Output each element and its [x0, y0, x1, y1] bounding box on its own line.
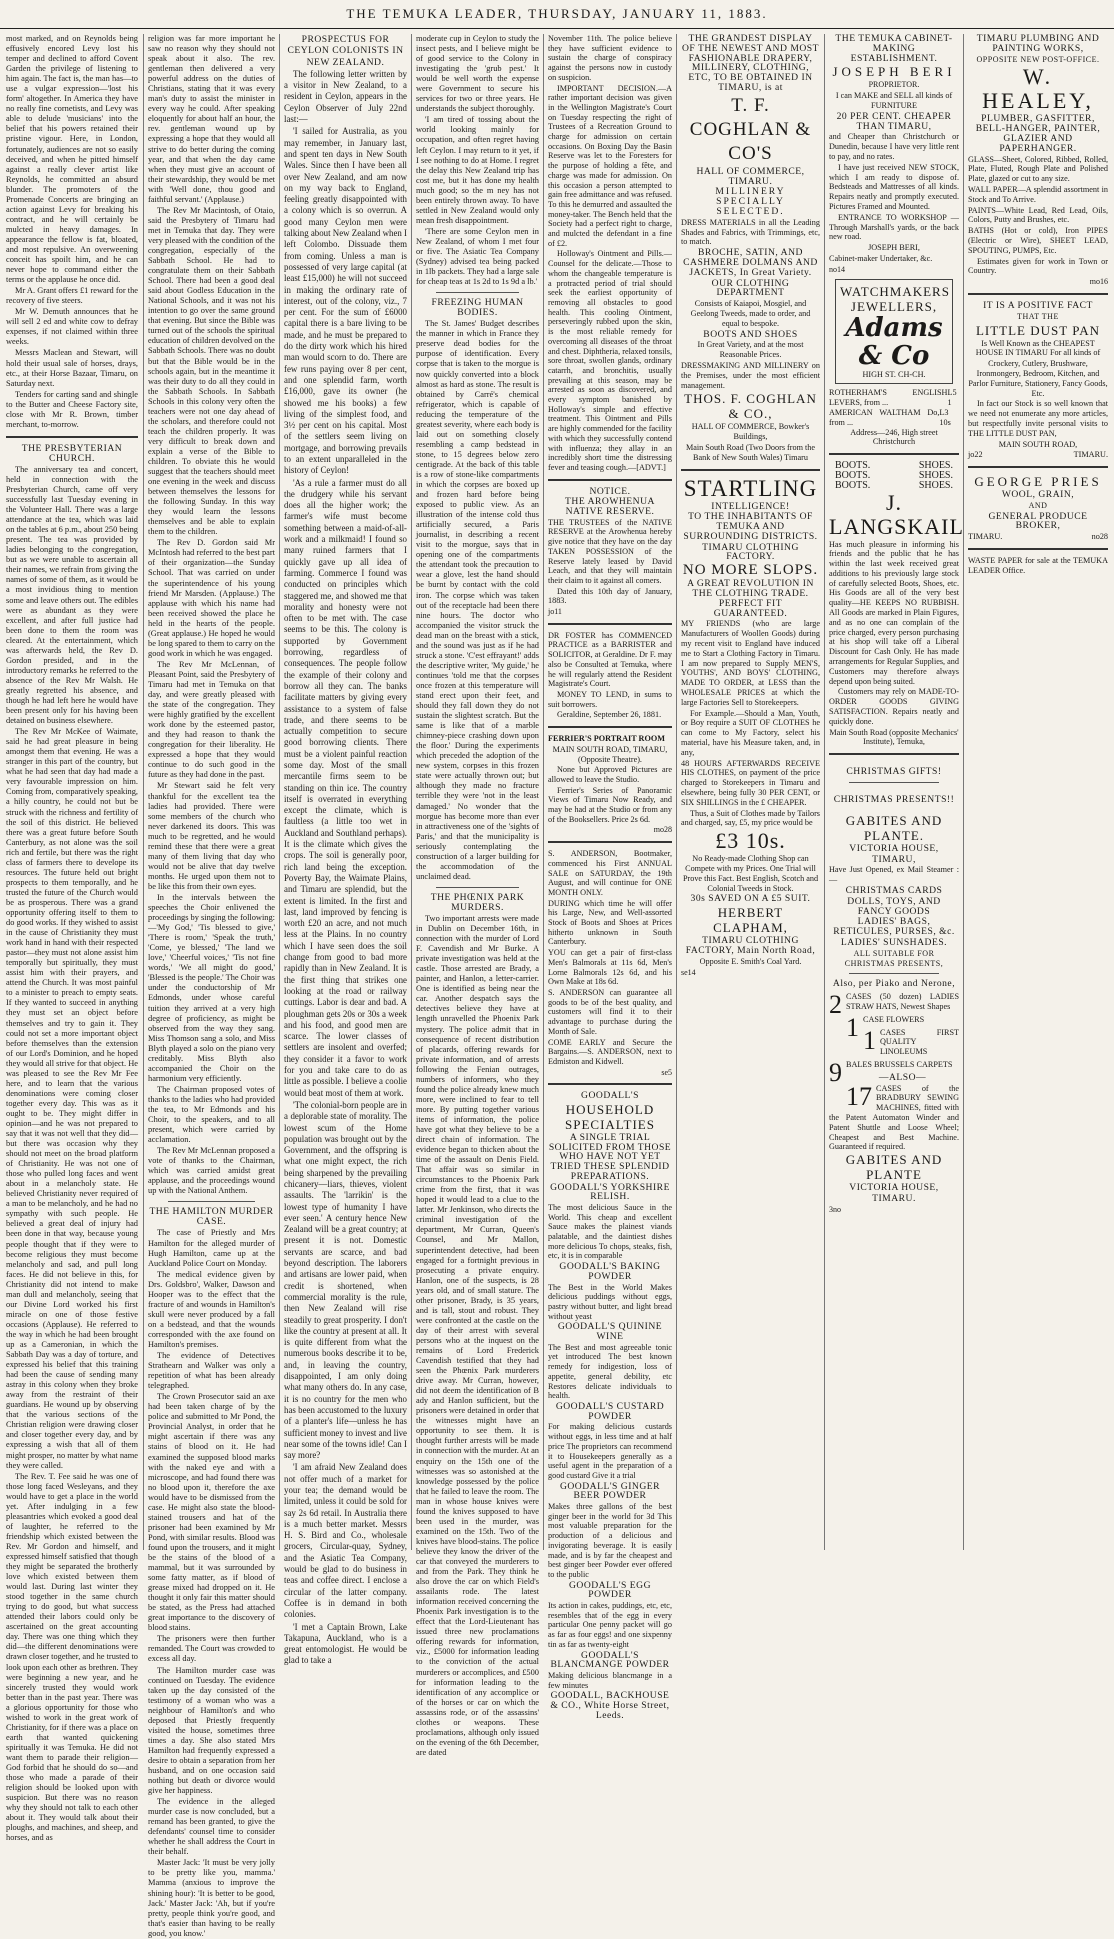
dustpan-footer — [968, 450, 1108, 460]
paragraph: The Rev Mr McLennan proposed a vote of thanks to the Chairman, which was carried amidst great applause, and the proceedings wound up with the National Anthem. — [148, 1146, 275, 1196]
column-1 — [6, 34, 138, 1843]
price-row — [829, 408, 959, 428]
case-count: 2 — [829, 990, 842, 1020]
christmas-item: CHRISTMAS CARDS — [845, 885, 943, 897]
healey-paints: PAINTS—White Lead, Red Lead, Oils, Colors, Putty and Brushes, etc. — [968, 205, 1108, 225]
product-desc: Making delicious blancmange in a few minutes — [548, 1670, 672, 1690]
price-item: AMERICAN WALTHAM Do, from ... — [829, 407, 940, 427]
christmas-item: LADIES' BAGS, RETICULES, PURSES, &c. — [833, 916, 955, 938]
george-pries: GEORGE PRIES — [974, 474, 1102, 490]
positive-fact: IT IS A POSITIVE FACT — [983, 299, 1093, 311]
timaru: TIMARU. — [872, 1192, 916, 1204]
langskail-address: Main South Road (opposite Mechanics' Institute), Temuka, — [829, 727, 959, 747]
case-desc: CASE FLOWERS — [863, 1014, 925, 1024]
for-example: For Example.—Should a Man, Youth, or Boy require a SUIT OF CLOTHES he can come to My Factory, select his material, have his Measure taken, and, in any, — [681, 708, 820, 757]
anderson-ad: S. ANDERSON, Bootmaker, commenced his First ANNUAL SALE on SATURDAY, the 19th August, and will continue for ONE MONTH ONLY. — [548, 849, 672, 897]
article-heading: THE PRESBYTERIAN CHURCH. — [21, 442, 123, 464]
column-4 — [416, 34, 539, 1757]
dustpan-line: Crockery, Cutlery, Brushware, Ironmongery, Bedroom, Kitchen, and Parlor Furniture, Stationery, Fancy Goods, Etc. — [968, 359, 1108, 398]
beri-line: ENTRANCE TO WORKSHOP — Through Marshall's yards, or the back new road. — [829, 212, 959, 242]
ferrier-address: MAIN SOUTH ROAD, TIMARU, (Opposite Theatre). — [552, 744, 668, 764]
product-title: GOODALL'S GINGER BEER POWDER — [559, 1480, 661, 1502]
product-title: GOODALL'S CUSTARD POWDER — [555, 1401, 665, 1422]
paragraph: Holloway's Ointment and Pills.—Counsel for the delicate.—Those to whom the changeable temperature is a protracted period of trial should seek the earliest opportunity of removing all obstacles to good health. This cooling Ointment, perseveringly rubbed upon the skin, is the most reliable remedy for overcoming all diseases of the throat and chest. Diphtheria, relaxed tonsils, sore throat, swollen glands, ordinary catarrh, and bronchitis, usually prevailing at this season, may be arrested as soon as discovered, and every symptom banished by Holloway's simple and effective treatment. This Ointment and Pills are highly commended for the facility with which they successfully contend with influenza; they allay in an incredibly short time the distressing fever and teasing cough.—[ADVT.] — [548, 249, 672, 472]
divider — [436, 887, 519, 888]
paragraph: The St. James' Budget describes the manner in which in France they preserve dead bodies for the purpose of identification. Every corpse that is taken to the morgue is now quickly converted into a block almost as hard as stone. The result is obtained by Carré's chemical refrigerator, which is capable of reducing the temperature of the greatest severity, where each body is laid out on something closely resembling a camp bedstead in stone, to 15 degrees below zero centigrade. At the back of this table is a row of stone-like compartments in which the corpses are boxed up and frozen hard before being exposed to public view. As an illustration of the intense cold thus artificially secured, a Paris journalist, in describing a recent visit to the morgue, says that in opening one of the compartments the attendant took the precaution to wear a glove, lest the hand should be burnt by contact with the cold iron. The corpse which was taken out of the receptacle had been there nine hours. The doctor who accompanied the visitor struck the dead man on the breast with a stick, and the sound was just as if he had struck a stone. 'C'est effrayant!' adds the descriptive writer, 'My guide,' he continues 'told me that the corpses once frozen at this temperature will stand erect upon their feet, and should they fall down they do not sustain the slightest scratch. But the same is like that of a marble chimney-piece crashing down upon the floor.' During the experiments which preceded the adoption of the new system, corpses in this frozen state were actually thrown out; but although they made no fracture terrible they were 'not in the least damaged.' No wonder that the morgue has become more than ever in attractiveness one of the 'sights of Paris,' and that the municipality is seriously contemplating the construction of a larger building for the accommodation of the unclaimed dead. — [416, 319, 539, 881]
divider — [849, 782, 939, 783]
paragraph: In the intervals between the speeches the Choir enlivened the proceedings by singing the following:—'My God,' 'Tis blessed to give,' 'There is room,' 'Speak the truth,' 'Come, ye blessed,' 'The land we love,' 'Cheerful voices,' 'Tis not fine words,' 'We all might do good,' 'Blessed is the people.' The Choir was under the conductorship of Mr Edmonds, under whose careful tuition they arrived at a very high degree of proficiency, as might be observed from the way they sang. Miss Thomson sang a solo, and Miss Blyth played a solo on the piano very creditably. Miss Blyth also accompanied the Choir on the harmonium very efficiently. — [148, 892, 276, 1083]
paragraph: religion was far more important he saw no reason why they should not speak about it also. The rev. gentleman then delivered a very powerful address on the duties of Christians, stating that it was every man's duty to assist the minister in every way he could. After speaking eloquently for about half an hour, the rev. gentleman wound up by expressing a hope that they would all strive to do better during the coming year, and that when the day came when they must give an account of their stewardship, they would be met with 'Well done, thou good and faithful servant.' (Applause.) — [148, 34, 275, 204]
paragraph: The Rev Mr McKee of Waimate, said he had great pleasure in being amongst them that evening. He was a stranger in this part of the country, but what he had seen that day had made a very favourable impression on him. Coming from, comparatively speaking, a hilly country, he could not but be struck with the richness and fertility of the soil of this district. He believed there was a great future before South Canterbury, as not alone was the soil rich and fertile, but there was the right class of farmers there to develope its resources. The future held out bright prospects to them temporally, and he trusted the future of the Church would be as prosperous. There was a grand opportunity offering itself to them to do good works. If they wished to assist in the cause of Christianity they must work hand in hand with their respected pastor—they must not alone assist him temporally but spiritually, they must assist him with their prayers, and attend the Church. It was most painful to a minister to preach to empty seats. If they wanted to succeed in anything they must set an object before themselves and try to gain it. They could not set a more important object before themselves than the extension of our Lord's Dominion, and he hoped they would all strive for that object. He was pleased to see the Rev Mr Fee here, and to learn that the various denominations were coming closer together every day. This was as it ought to be. They might differ in opinion—and he was not prepared to say that it was not well that they did—but there was occasion why they should not meet on the broad platform of Christianity. He was not one of those who pulled long faces and went about in a melancholy state. He believed Christianity never required of a man to be melancholy, and he had no sympathy with such people. He believed a great deal of injury had been done in that way, because young people thought that if they were to become religious they must become melancholy and sad, and pull long faces. He did not believe in this, for Christianity did not intend to make man dull and melancholy, seeing that our Divine Lord worked his first miracle on one of those festive occasions (Applause). He referred to the way in which he had been brought up as a Cameronian, in which the Sabbath Day was a day of torture, and expressed his belief that this training had been the cause of sending many astray in this colony when they broke away from the restraint of their guardians. He wound up by observing that the various sections of the Christian religion were drawing closer and closer together every day, and by expressing a wish that all of them might prosper, no matter by what name they were called. — [6, 727, 138, 1470]
divider — [548, 841, 672, 843]
coghlan-broche: BROCHE, SATIN, AND CASHMERE DOLMANS AND JACKETS, In Great Variety. — [683, 247, 818, 278]
column-6 — [681, 34, 820, 1550]
paragraph: Master Jack: 'It must be very jolly to be pretty like you, mamma.' Mamma (anxious to improve the shining hour): 'It is better to be good, Jack.' Master Jack: 'Ah, but if you're pretty, people think you're good, and that's easier than having to be really good, you know.' — [148, 1858, 275, 1938]
goodall-products — [548, 1183, 672, 1691]
victoria-house: VICTORIA HOUSE, — [849, 1182, 939, 1194]
paragraph: Mr A. Grant offers £1 reward for the recovery of five steers. — [6, 286, 138, 306]
dustpan-line: Is Well Known as the CHEAPEST HOUSE IN TIMARU For all kinds of — [975, 338, 1101, 358]
joseph-beri: JOSEPH BERI — [832, 64, 956, 80]
anderson-ad: S. ANDERSON can guarantee all goods to be of the best quality, and customers will find it to their advantage to purchase during the Month of Sale. — [548, 987, 672, 1036]
paragraph: Tenders for carting sand and shingle to the Butter and Cheese Factory site, close with Mr R. Brown, timber merchant, to-morrow. — [6, 389, 138, 429]
article-heading: FREEZING HUMAN BODIES. — [431, 297, 524, 319]
price-value: L5 1 — [947, 388, 957, 408]
goodall-heading: GOODALL'S — [581, 1090, 639, 1102]
paragraph: 'As a rule a farmer must do all the drudgery while his servant does all the higher work; the farmer's wife must become something between a maid-of-all-work and a milkmaid! I found so many ruined farmers that I quickly gave up all idea of farming. Commerce I found was conducted on principles which staggered me, and showed me that morality and honesty were not often to be met with. The case seems to be this. The colony is supported by Government borrowing, regardless of consequences. The people follow the example of their colony and borrow all they can. The banks facilitate matters by giving every assistance to a system of false trade, and there seems to be actually competition to secure good borrowing clients. There must be a violent painful reaction some day. Most of the small mercantile firms seem to be standing on thin ice. The country itself is overrated in everything except the climate, which is faultless (a little too wet in Auckland and Southland perhaps). It is the climate which gives the crops. The soil is generally poor, rich land being the exception. Poverty Bay, the Waimate Plains, and Timaru are splendid, but the extent is limited. In the first and last, land improved by fencing is worth £20 an acre, and not much less at the Plains. In no country which I have seen does the soil change from good to bad more rapidly than in New Zealand. It is the first thing that strikes one looking at the road or railway cuttings. Labor is dear and bad. A ploughman gets 20s or 30s a week and his food, and good men are scarce. The lower classes of settlers are insolent and overfed; they consider it a favor to work for you and take care to do as little as possible. I believe a coolie would beat most of them at work. — [284, 477, 407, 1098]
paragraph: The evidence in the alleged murder case is now concluded, but a remand has been granted, to give the defendants' counsel time to consider whether he shall address the Court in their behalf. — [148, 1797, 275, 1857]
also-label: —ALSO— — [878, 1071, 927, 1083]
column-2 — [148, 34, 276, 1938]
and-label: AND — [1028, 500, 1048, 510]
paragraph: None but Approved Pictures are allowed to leave the Studio. — [548, 765, 672, 784]
article-heading: PROSPECTUS FOR CEYLON COLONISTS IN NEW ZEALAND. — [287, 34, 404, 68]
divider — [849, 973, 939, 974]
also-per: Also, per Piako and Nerone, — [832, 978, 956, 990]
paragraph: Two important arrests were made in Dublin on December 16th, in connection with the murder of Lord F. Cavendish and Mr Burke. A private investigation was held at the castle. Those arrested are Brady, a painter, and Hanlon, a letter-carrier. One is identified as being near the car. Another despatch says the detectives believe they have at length unravelled the Phoenix Park mystery. The police admit that in consequence of recent distribution of placards, offering rewards for private information, and of arrests following the Fenian outrages, numbers of informers, who they found the police already knew much more, were inclined to fear to tell more. By putting together various items of information, the police have got what they believe to be a direct chain of information. The evidence began to thicken about the time of the assault on Denis Field. That affair was so similar in circumstances to the Phoenix Park crime from the first, that it was hoped it would lead to a clue to the latter. Mr Jenkinson, who directs the criminal investigation of the department, Mr Curran, Queen's Counsel, and Mr Mallon, superintendent detective, had been engaged for a fortnight previous in prosecuting a private enquiry. Hanlon, one of the suspects, is 28 years old, and of small stature. The other prisoner, Brady, is 35 years, and is tall, stout and robust. They were confronted at the castle on the day of their arrest with several persons who at the inquest on the remains of Lord Frederick Cavendish testified that they had seen the Phœnix Park murderers drive away. Mr Curran, however, did not deem the identification of B ady and Hanlon sufficient, but the prisoners were detained in order that the witnesses might have an opportunity to see them. It is thought further arrests will be made in connection with the murder. At an enquiry on the 15th one of the witnesses was so astonished at the knowledge possessed by the police that he failed to leave the room. The man in whose house knives were found the knives supposed to have been used in the murder, was examined on the 15th. Two of the knives have blood-stains. The police believe they know the driver of the car that conveyed the murderers to and from the Park. They think he also drove the car on which Field's assailants rode. The latest information received concerning the Phoenix Park investigation is to the effect that the Lord-Lieutenant has issued three new proclamations offering rewards for information, viz., £5000 for information leading to the conviction of the actual murderers or accomplices, and £500 for information leading to the identification of any accomplice or of the horses or car on which the assassins rode, or of the assassins' clothes or weapons. These proclamations, although only issued on the evening of the 6th December, are dated — [416, 913, 539, 1757]
boots-word: BOOTS. — [835, 460, 871, 472]
langskail-name: J. LANGSKAIL — [829, 489, 964, 539]
healey-baths: BATHS (Hot or cold), Iron PIPES (Electric or Wire), SHEET LEAD, SPOUTING, PUMPS, Etc. — [968, 226, 1108, 255]
paragraph: 'I sailed for Australia, as you may remember, in January last, and spent ten days in New South Wales. Since then I have been all over New Zealand, and am now on my way back to England, feeling greatly disappointed with a colony which is so overrun. A good many Ceylon men were talking about New Zealand when I left Colombo. Dissuade them from coming. Unless a man is possessed of very large capital (at least £15,000) he will not succeed in making the ordinary rate of interest, out of the colony, viz., 7 per cent. For the sum of £6000 capital there is a bare living to be made, and he must be prepared to do the dirty work which his hired man would scorn to do. There are few runs paying over 8 per cent, and one splendid farm, worth £16,000, gave its owner (he showed me his books) a few living of the simplest food, and 3½ per cent on his capital. Most of the settlers seem living on mortgage, and borrowing prevails to an extent unparalleled in the history of Ceylon! — [284, 126, 407, 476]
christmas-item: LADIES' SUNSHADES. — [840, 937, 948, 948]
foster-ad: DR FOSTER has COMMENCED PRACTICE as a BARRISTER and SOLICITOR, at Geraldine. Dr F. may also be Consulted at Temuka, where he will regularly attend the Resident Magistrate's Court. — [548, 630, 672, 689]
article-heading: THE PHŒNIX PARK MURDERS. — [430, 891, 525, 913]
shoes-word: SHOES. — [918, 460, 953, 472]
price: £3 10s. — [715, 828, 786, 854]
case-desc: BALES BRUSSELS CARPETS — [846, 1059, 953, 1069]
beri-sign: Cabinet-maker Undertaker, &c. — [829, 253, 933, 263]
herbert-clapham: HERBERT CLAPHAM, — [713, 905, 788, 936]
paragraph: The Rev Mr McLennan, of Pleasant Point, said the Presbytery of Timaru had met in Temuka on that day, and were greatly pleased with the state of the congregation. They were highly gratified by the excellent work done by the esteemed pastor, and they had reason to thank the congregation for their liberality. He expressed a hope that they would continue to do such good in the future as they had done in the past. — [148, 659, 275, 780]
column-rule — [279, 34, 280, 1550]
product-title: GOODALL'S BAKING POWDER — [559, 1261, 661, 1282]
opposite: Opposite E. Smith's Coal Yard. — [699, 956, 802, 966]
divider — [548, 479, 672, 481]
factory-address: TIMARU CLOTHING FACTORY, Main North Road, — [685, 935, 816, 956]
anderson-ad: YOU can get a pair of first-class Men's Balmorals at 11s 6d, Men's Lorne Balmorals 12s 6d, and his Own Make at 18s 6d. — [548, 948, 672, 987]
paragraph: most marked, and on Reynolds being effusively encored Levy lost his temper and declined to afford Covent Garden the privilege of listening to him again. The fact is, the man has—to use a vulgar expression—'lost his form' altogether. In America they have no really fine cornetists, and Levy was able to delude 'musicians' into the belief that his powers retained their pristine vigour. Here, in London, fortunately, audiences are not so easily deceived, and when he pitted himself against a really clever artist like Reynolds, he committed an absurd blunder. The promoters of the Promenade Concerts are bringing an action against Levy for breaking his contract, and he will certainly be mulcted in heavy damages. In appearance the fellow is fat, bloated, and most repulsive. An overweening conceit has spoilt him, and he can never hope to command either the terms or the applause he once did. — [6, 34, 138, 285]
boots-word: BOOTS. — [835, 479, 871, 491]
proprietor: PROPRIETOR. — [868, 80, 920, 90]
divider — [6, 436, 138, 438]
notice-heading: NOTICE. — [589, 485, 631, 497]
watchmakers-label: WATCHMAKERS — [840, 283, 950, 299]
paragraph: The Hamilton murder case was continued on Tuesday. The evidence taken up the day consisted of the testimony of a woman who was a neighbour of Hamilton's and who deposed that Priestly frequently visited the house, sometimes three times a day. She also stated Mrs Hamilton had frequently expressed a desire to obtain a separation from her husband, and on one occasion said nothing but death or divorce would give her happiness. — [148, 1665, 275, 1796]
to-inhabitants: TO THE INHABITANTS OF TEMUKA AND SURROUNDING DISTRICTS. — [683, 511, 818, 542]
divider — [168, 1201, 255, 1202]
christmas-suitable: ALL SUITABLE FOR CHRISTMAS PRESENTS, — [844, 948, 944, 968]
high-street: HIGH ST. CH-CH. — [862, 369, 926, 379]
price-value: L3 10s — [939, 407, 951, 427]
ad-tag: no28 — [1091, 532, 1108, 542]
beri-line: I have just received NEW STOCK, which I am ready to dispose of. Bedsteads and Mattresses of all kinds. Repairs neatly and promptly executed. Pictures Framed and Mounted. — [829, 162, 959, 211]
paragraph: 'There are some Ceylon men in New Zealand, of whom I met four or five. The Asiatic Tea Company (Sydney) advised tea being packed in 1lb packets. They had a large sale for cheap teas at 1s 2d to 1s 9d a lb.' — [416, 226, 539, 287]
paragraph: 'The colonial-born people are in a deplorable state of morality. The lowest scum of the Home population was brought out by the Government, and the offspring is what one might expect, the rich being sharpened by the prevailing chicanery—liars, thieves, violent assaults. The 'larrikin' is the lowest type of humanity I have ever seen.' A century hence New Zealand will be a great country; at present it is not. Domestic servants are scarce, and bad beyond description. The laborers and artisans are lower paid, when credit is shortened, when commercial morality is the rule, then New Zealand will rise steadily to great prosperity. I don't like the country at present at all. It is quite different from what the numerous books describe it to be, and, in leaving the country, disappointed, I am only doing what many others do. In any case, it is no country for the men who has been accustomed to the luxury of a planter's life—unless he has sufficient money to invest and live near some of the towns idle! Can I say more? — [284, 1099, 407, 1461]
pries-town: TIMARU. — [968, 532, 1003, 542]
that-the: THAT THE — [1017, 311, 1059, 321]
article-heading: THE HAMILTON MURDER CASE. — [149, 1206, 274, 1228]
paragraph: The Rev D. Gordon said Mr McIntosh had referred to the best part of their organization—the Sunday School. That was carried on under the superintendence of his young friend Mr Marsden. (Applause.) The applause with which his name had been received showed the place he held in the hearts of the people. (Great applause.) He hoped he would be long spared to them to carry on the good work in which he was engaged. — [148, 538, 275, 658]
product-desc: The Best and most agreeable tonic yet introduced The best known remedy for indigestion, loss of appetite, general debility, etc Restores delicate individuals to health. — [548, 1342, 672, 1401]
timaru: TIMARU, — [872, 853, 916, 865]
goodall-footer: GOODALL, BACKHOUSE & CO., White Horse Street, Leeds. — [550, 1690, 670, 1721]
adams-address: Address—246, High street Christchurch — [850, 427, 938, 447]
paragraph: The Chairman proposed votes of thanks to the ladies who had provided the tea, to Mr Edmonds and his Choir, to the speakers, and to all present, which were carried by acclamation. — [148, 1084, 275, 1145]
product-desc: For making delicious custards without eggs, in less time and at half price The proprietors can recommend it to Housekeepers generally as a useful agent in the preparation of a good custard Give it a trial — [548, 1422, 672, 1480]
paragraph: The Rev. T. Fee said he was one of those long faced Wesleyans, and they would have to get a place in the world yet. After indulging in a few pleasantries which evoked a good deal of laughter, he referred to the friendship which existed between the Rev. Mr Gordon and himself, and expressed himself satisfied that though they might be separated the brotherly love which existed between them would last. During last winter they stood together in the same church trying to do good, but what success attended their labors could only be ascertained on the great accounting day. There was one thing which they did—the different denominations were drawn closer together, and he trusted to look upon each other as brethren. They were beginning a new year, and he sincerely trusted they would work better than in the past year. There was a glorious opportunity for those who wished to work in the great work of Christianity, for if there was a place on earth that wanted quickening spiritually it was Temuka. He did not want them to parade their religion—God forbid that he should do so—and those who made a parade of their religion should be looked upon with suspicion. But there was no reason why they should not talk to each other about it. They would talk about their ploughs, and machines, and sheep, and horses, and as — [6, 1471, 138, 1843]
my-friends: MY FRIENDS (who are large Manufacturers of Woollen Goods) during my recent visit to England have induced me to Start a Clothing Factory in Timaru. I am now prepared to Supply MEN'S, YOUTHS', AND BOYS' CLOTHING, MADE TO ORDER, at LESS than the WHOLESALE PRICES at which the large Factories Sell to Storekeepers. — [681, 619, 820, 707]
little-dust-pan: LITTLE DUST PAN — [975, 322, 1101, 338]
langskail-body: Has much pleasure in informing his friends and the public that he has within the last week received great additions to his previously large stock of carefully selected Boots, Shoes, etc. His Goods are all of the very best quality—HE KEEPS NO RUBBISH. All Goods are marked in Plain Figures, and as no one can complain of the price charged, every person purchasing at his shop will take off a Liberal Discount for Cash Only. He has made arrangements for Regular Supplies, and Customers may therefore always depend upon being suited. — [829, 539, 959, 686]
plumbing-opposite: OPPOSITE NEW POST-OFFICE. — [976, 54, 1100, 64]
case-desc: CASES FIRST QUALITY LINOLEUMS — [880, 1027, 959, 1057]
paragraph: 'I am tired of tossing about the world looking mainly for occupation, and often regret having left Ceylon. I may return to it yet, if I see nothing to do at Home. I regret the delay this New Zealand trip has cost me, but it has done my health much good; so the m ney has not been entirely thrown away. To have settled in New Zealand would only mean fresh disappointment. — [416, 115, 539, 225]
bradbury-desc: CASES of the BRADBURY SEWING MACHINES, fitted with the Patent Automaton Winder and Patent Shuttle and Loose Wheel; Cheapest and Best Machine. Guaranteed if required. — [829, 1083, 959, 1152]
paragraph: Mr W. Demuth announces that he will sell 2 ed and white cow to defray expenses, if not claimed within three weeks. — [6, 307, 138, 347]
product-desc: Makes three gallons of the best ginger beer in the world for 3d This most valuable preparation for the production of a delicious and invigorating beverage. It is easily made, and is by far the cheapest and best ginger beer Powder ever offered to the public — [548, 1502, 672, 1579]
column-rule — [824, 34, 825, 1550]
intelligence-heading: INTELLIGENCE! — [711, 500, 790, 512]
price-row — [829, 388, 959, 408]
case-count: 17 — [846, 1081, 872, 1111]
goodall-trial: A SINGLE TRIAL SOLICITED FROM THOSE WHO HAVE NOT YET TRIED THESE SPLENDID PREPARATIONS. — [548, 1132, 672, 1182]
divider — [548, 623, 672, 625]
notice-date: Dated this 10th day of January, 1883. — [548, 586, 672, 606]
coghlan-millinery: MILLINERY SPECIALLY SELECTED. — [715, 186, 786, 217]
divider — [968, 548, 1108, 550]
column-8 — [968, 34, 1108, 1550]
paragraph: The prisoners were then further remanded. The Court was crowded to excess all day. — [148, 1634, 275, 1664]
case-count: 9 — [829, 1057, 842, 1087]
christmas-gifts: CHRISTMAS GIFTS! — [846, 766, 942, 778]
case-count: 1 — [863, 1025, 876, 1055]
newspaper-title: THE TEMUKA LEADER, THURSDAY, JANUARY 11, 1883. — [346, 6, 768, 21]
coghlan-name: T. F. COGHLAN & CO'S — [689, 94, 812, 164]
coghlan-cloth-head: OUR CLOTHING DEPARTMENT — [711, 277, 790, 299]
healey-wallpaper: WALL PAPER—A splendid assortment in Stock and To Arrive. — [968, 184, 1108, 204]
paragraph: The following letter written by a visitor in New Zealand, to a resident in Ceylon, appears in the Ceylon Observer of July 22nd last:— — [284, 68, 407, 125]
adams-script: Adams & Co — [845, 312, 943, 371]
column-5 — [548, 34, 672, 1721]
divider — [548, 1083, 672, 1085]
case-desc: CASES (50 dozen) LADIES STRAW HATS, Newest Shapes — [846, 992, 959, 1011]
bradbury-item — [829, 1081, 959, 1153]
paragraph: Ferrier's Series of Panoramic Views of Timaru Now Ready, and may be had at the Studio or from any of the Booksellers. Price 2s 6d. — [548, 785, 672, 824]
wool-grain: WOOL, GRAIN, — [1001, 489, 1075, 501]
adams-logo — [835, 279, 953, 385]
dustpan-line: In fact our Stock is so well known that we need not enumerate any more articles, but respectfully invite personal visits to THE LITTLE DUST PAN, — [968, 399, 1108, 438]
coghlan-thos-hall: HALL OF COMMERCE, Bowker's Buildings, — [691, 422, 810, 442]
healey-estimates: Estimates given for work in Town or Country. — [968, 256, 1108, 276]
healey-glass: GLASS—Sheet, Colored, Ribbed, Rolled, Plate, Fluted, Rough Plate and Polished Plate, glazed or cut to any size. — [968, 154, 1108, 184]
paragraph: Mr Stewart said he felt very thankful for the excellent tea the ladies had provided. There were some members of the church who never darkened its doors. This was much to be regretted, and he would remind these that there were a great many of them living that day who would not be alive that day twelve months. He urged upon them not to be like this from their own eyes. — [148, 781, 275, 891]
healey-trade: PLUMBER, GASFITTER, BELL-HANGER, PAINTER, GLAZIER AND PAPERHANGER. — [975, 113, 1101, 154]
column-7 — [829, 33, 964, 1550]
coghlan-dressmaking: DRESSMAKING AND MILLINERY on the Premises, under the most efficient management. — [681, 360, 820, 390]
ad-tag: se14 — [681, 967, 696, 977]
anderson-ad: COME EARLY and Secure the Bargains.—S. ANDERSON, next to Edmiston and Kidwell. — [548, 1037, 672, 1066]
dustpan-road: MAIN SOUTH ROAD, — [998, 439, 1078, 449]
coghlan-dress: DRESS MATERIALS in all the Leading Shades and Fabrics, with Trimmings, etc, to match. — [681, 217, 820, 247]
48-hours: 48 HOURS AFTERWARDS RECEIVE HIS CLOTHES, on payment of the price charged to Storekeepers in Timaru and elsewhere, being fully 30 PER CENT, or SIX SHILLINGS in the £ CHEAPER. — [681, 758, 820, 807]
divider — [681, 469, 820, 471]
product-desc: Its action in cakes, puddings, etc, etc, resembles that of the egg in every particular One penny packet will go as far as four eggs! and one sixpenny tin as far as twenty-eight — [548, 1601, 672, 1649]
plumbing-heading: TIMARU PLUMBING AND PAINTING WORKS, — [976, 33, 1100, 54]
notice-body: THE TRUSTEES of the NATIVE RESERVE at the Arowhenua hereby give notice that they have on the day TAKEN POSSESSION of the Reserve lately leased by David Leach, and that they will maintain their claim to it against all comers. — [548, 517, 672, 585]
column-rule — [411, 34, 412, 1550]
ferrier-heading: FERRIER'S PORTRAIT ROOM — [548, 734, 665, 744]
saved: 30s SAVED ON A £5 SUIT. — [690, 893, 811, 905]
divider — [548, 726, 672, 728]
ad-tag: mo28 — [653, 825, 672, 835]
product-title: GOODALL'S QUININE WINE — [557, 1321, 663, 1343]
notice-subheading: THE AROWHENUA NATIVE RESERVE. — [565, 496, 655, 518]
paragraph: 'I am afraid New Zealand does not offer much of a market for your tea; the demand would be limited, unless it could be sold for say 2s 6d retail. In Australia there is a much better market. Messrs H. S. Bird and Co., wholesale grocers, Circular-quay, Sydney, and the Asiatic Tea Company, would be glad to do business in teas and coffee direct. I enclose a circular of the latter company. Coffee is in demand in both colonies. — [284, 1462, 407, 1620]
coghlan-thos-address: Main South Road (Two Doors from the Bank of New South Wales) Timaru — [685, 442, 816, 462]
column-rule — [963, 34, 964, 1550]
intro-paragraphs — [6, 34, 138, 430]
foster-date: Geraldine, September 26, 1881. — [557, 710, 662, 720]
victoria-house: VICTORIA HOUSE, — [849, 842, 939, 854]
pries-footer — [968, 532, 1108, 542]
paragraph: 'I met a Captain Brown, Lake Takapuna, Auckland, who is a great entomologist. He would be glad to take a — [284, 1621, 407, 1666]
masthead — [0, 0, 1114, 29]
langskail-measure: Customers may rely on MADE-TO-ORDER GOODS GIVING SATISFACTION. Repairs neatly and quickly done. — [829, 687, 959, 726]
startling-heading: STARTLING — [683, 475, 818, 501]
thus-suit: Thus, a Suit of Clothes made by Tailors and charged, say, £5, my price would be — [681, 808, 820, 828]
no-more-slops: NO MORE SLOPS. — [682, 562, 819, 579]
divider — [436, 292, 519, 293]
dustpan-town: TIMARU. — [1073, 450, 1108, 460]
beri-line: I can MAKE and SELL all kinds of FURNITURE — [835, 91, 953, 110]
jewellers-label: JEWELLERS, — [850, 298, 938, 314]
ad-tag: 3no — [829, 1204, 841, 1214]
goodall-title: HOUSEHOLD SPECIALTIES — [565, 1102, 655, 1133]
ad-tag: jo22 — [968, 450, 983, 460]
boots-word: BOOTS. — [835, 469, 871, 481]
ad-tag: se5 — [661, 1067, 672, 1077]
paragraph: The anniversary tea and concert, held in connection with the Presbyterian Church, came off very successfully last Tuesday evening in the Volunteer Hall. There was a large attendance at the tea, which was laid on the tables at 6 p.m., about 250 being present. The tea was provided by ladies belonging to the congregation, but as we were unable to ascertain all their names, we refrain from giving the names of some of them, as it would be a most invidious thing to mention some and leave others out. The edibles were as abundant as they were excellent, and after full justice had been done to them the room was cleared. At the entertainment, which was afterwards held, the Rev D. Gordon presided, and in the introductory remarks he referred to the absence of the Rev Mr Walsh. He greatly regretted his absence, and though he had left here he would have been present only for his having been detained on business elsewhere. — [6, 464, 138, 726]
christmas-item: DOLLS, TOYS, AND FANCY GOODS — [847, 895, 941, 917]
cabinet-heading: THE TEMUKA CABINET-MAKING ESTABLISHMENT. — [835, 33, 953, 64]
paragraph: The evidence of Detectives Strathearn and Walker was only a repetition of what has been already telegraphed. — [148, 1351, 275, 1391]
shoes-word: SHOES. — [918, 469, 953, 481]
paragraph: The medical evidence given by Drs. Goldsbro', Walker, Dawson and Hooper was to the effect that the fracture of and wounds in Hamilton's skull were never produced by a fall on a bedstead, and that the wounds corresponded with the axe found on Hamilton's premises. — [148, 1269, 275, 1349]
no-ready-made: No Ready-made Clothing Shop can Compete with my Prices. One Trial will Prove this Fact. Best English, Scotch and Colonial Tweeds in Stock. — [682, 854, 819, 893]
paragraph: IMPORTANT DECISION.—A rather important decision was given in the Wellington Magistrate's Court on Tuesday respecting the right of Trustees of a Recreation Ground to charge for admission on certain occasions. On Boxing Day the Basin Reserve was let to the Foresters for the purpose of holding a fête, and charge was made for admission. On this occasion a person attempted to gain free admittance and was refused. To this he demurred and assaulted the money-taker. The Bench held that the Society had a perfect right to charge, and mulcted the defendant in a fine of £2. — [548, 83, 672, 248]
produce-broker: GENERAL PRODUCE BROKER, — [988, 510, 1088, 532]
column-rule — [676, 34, 677, 1550]
paragraph: November 11th. The police believe they have sufficient evidence to sustain the charge of conspiracy against the persons now in custody on suspicion. — [548, 34, 672, 82]
divider — [968, 466, 1108, 468]
shoes-word: SHOES. — [918, 479, 953, 491]
paragraph: Messrs Maclean and Stewart, will hold their usual sale of horses, drays, etc., at their Horse Bazaar, Timaru, on Saturday next. — [6, 348, 138, 388]
product-title: GOODALL'S EGG POWDER — [568, 1579, 652, 1601]
column-3 — [284, 34, 407, 1666]
coghlan-boots-head: BOOTS AND SHOES — [703, 328, 798, 340]
product-desc: The Best in the World Makes delicious puddings without eggs, pastry without butter, and light bread without yeast — [548, 1282, 672, 1321]
ad-tag: mo16 — [1089, 277, 1108, 287]
coghlan-thos: THOS. F. COGHLAN & CO., — [684, 391, 817, 422]
coghlan-cloth: Consists of Kaiapoi, Mosgiel, and Geelong Tweeds, made to order, and equal to bespoke. — [690, 299, 811, 328]
beri-line: 20 PER CENT. CHEAPER THAN TIMARU, — [836, 110, 952, 132]
ad-tag: jo11 — [548, 607, 562, 617]
waste-paper: WASTE PAPER for sale at the TEMUKA LEADER Office. — [968, 556, 1108, 575]
just-opened: Have Just Opened, ex Mail Steamer :— — [829, 865, 959, 885]
christmas-presents: CHRISTMAS PRESENTS!! — [833, 794, 955, 806]
gabites-plante: GABITES AND PLANTE — [845, 1152, 943, 1183]
paragraph: The Crown Prosecutor said an axe had been taken charge of by the police and submitted to Mr Pond, the Provincial Analyst, in order that he might ascertain if there was any stains of blood on it. He had examined the supposed blood marks with the naked eye and with a microscope, and had found there was no blood upon it, therefore the axe would have to be dismissed from the case. He might also state the blood-stained trousers and hat of the prisoner had been examined by Mr Pond, with similar results. Blood was found upon the trousers, and it might be the stains of the blood of a mammal, but it was surrounded by some fatty matter, as if blood of grease mixed had dropped on it. He thought it only fair this matter should be stated, as the Press had attached great importance to the discovery of blood stains. — [148, 1392, 275, 1633]
healey-name: W. HEALEY, — [982, 64, 1094, 114]
beri-sign: JOSEPH BERI, — [868, 243, 920, 253]
column-rule — [543, 34, 544, 1550]
product-desc: The most delicious Sauce in the World. This cheap and excellent Sauce makes the plainest viands palatable, and the daintiest dishes more delicious To chops, steaks, fish, etc, it is in comparable — [548, 1202, 672, 1261]
paragraph: The case of Priestly and Mrs Hamilton for the alleged murder of Hugh Hamilton, came up at the Auckland Police Court on Monday. — [148, 1228, 275, 1268]
beri-line: and Cheaper than Christchurch or Dunedin, because I have very little rent to pay, and no rates. — [829, 132, 959, 161]
product-title: GOODALL'S YORKSHIRE RELISH. — [550, 1181, 670, 1203]
ad-tag: no14 — [829, 264, 845, 274]
paragraph: The Rev Mr Macintosh, of Otaio, said the Presbytery of Timaru had met in Temuka that day. They were very pleased with the condition of the congregation, especially of the Sabbath School. He had to congratulate them on their Sabbath School. There had been a good deal said about Godless Education in the National Schools, and it was not his intention to go over the same ground that evening. But since the Bible was turned out of the schools the spiritual education of children devolved on the Sabbath Schools. There was no doubt but that the Bible would be in the schools again, but in the meantime it was their duty to do all they could in the Sabbath Schools. In Sabbath Schools in this colony very often the teachers were not one day ahead of the scholars, and therefore could not teach the children properly. It was very difficult to break down and explain a verse of the Bible to children. To obviate this he would suggest that the teachers should meet one evening in the week and discuss between themselves the lessons for the following Sunday. In this way they would learn the lessons themselves and be able to explain them to the children. — [148, 205, 275, 537]
product-title: GOODALL'S BLANCMANGE POWDER — [550, 1649, 670, 1671]
divider — [829, 453, 959, 455]
gabites-plante: GABITES AND PLANTE. — [845, 812, 943, 843]
case-count: 1 — [846, 1012, 859, 1042]
great-revolution: A GREAT REVOLUTION IN THE CLOTHING TRADE. PERFECT FIT GUARANTEED. — [687, 578, 814, 619]
divider — [968, 293, 1108, 295]
column-rule — [143, 34, 144, 1550]
paragraph: moderate cup in Ceylon to study the insect pests, and I believe might be of good service to the Colony in investigating the 'grub pest.' It would be well worth the expense were Government to secure his services for two or three years. He understands the subject thoroughly. — [416, 34, 539, 114]
foster-money: MONEY TO LEND, in sums to suit borrowers. — [548, 690, 672, 709]
coghlan-hall: HALL OF COMMERCE, TIMARU. — [696, 165, 805, 187]
coghlan-boots: In Great Variety, and at the most Reasonable Prices. — [697, 340, 804, 360]
price-item: ROTHERHAM'S ENGLISH LEVERS, from ... — [829, 388, 948, 408]
clothing-factory: TIMARU CLOTHING FACTORY. — [702, 541, 799, 563]
coghlan-intro: THE GRANDEST DISPLAY OF THE NEWEST AND MOST FASHIONABLE DRAPERY, MILLINERY, CLOTHING, ETC, TO BE OBTAINED IN TIMARU, is at — [682, 33, 819, 93]
divider — [829, 753, 959, 755]
anderson-ad: DURING which time he will offer his Large, New, and Well-assorted Stock of Boots and Shoes at Prices hitherto unknown in South Canterbury. — [548, 898, 672, 947]
